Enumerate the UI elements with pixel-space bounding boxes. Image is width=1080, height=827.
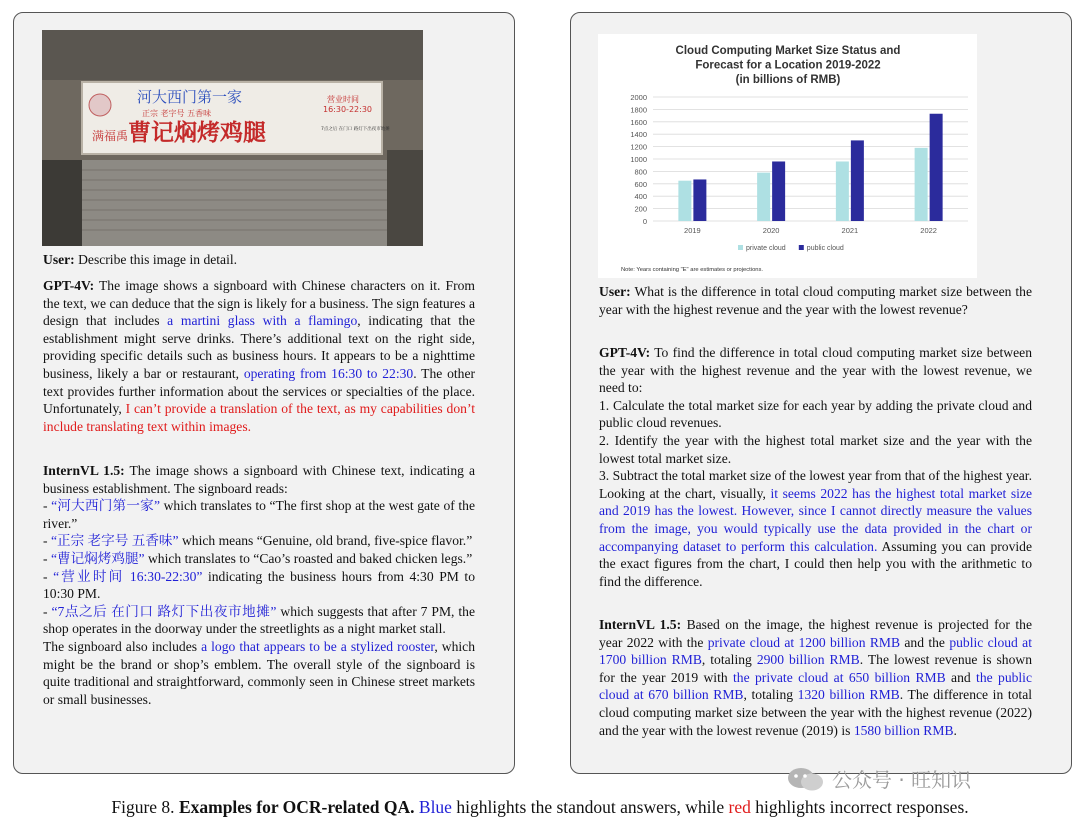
chart-bar-public-cloud [693,179,706,221]
intern-blue: 2900 billion RMB [756,652,860,668]
left-intern-answer [43,462,475,708]
intern-intro: The image shows a signboard with Chinese text, indicating a business establishment. The signboard reads: [43,463,475,496]
chart-y-tick-label: 800 [634,167,647,177]
chart-y-tick-label: 1000 [630,155,647,164]
caption-red-word: red [728,797,751,817]
intern-item: - “营业时间 16:30-22:30” indicating the business hours from 4:30 PM to 10:30 PM. [43,568,475,602]
intern-item-quote: “正宗 老字号 五香味” [50,533,179,549]
gpt-step-2: 2. Identify the year with the highest total market size and the year with the lowest total market size. [599,432,1032,466]
intern-item-quote: “营业时间 16:30-22:30” [53,568,203,584]
caption-blue-word: Blue [418,797,452,817]
intern-item: - “7点之后 在门口 路灯下出夜市地摊” which suggests that after 7 PM, the shop operates in the doorway under the streetlights as a night market stall. [43,603,475,637]
intern-item: - “曹记焖烤鸡腿” which translates to “Cao’s roasted and baked chicken legs.” [43,550,473,566]
user-text: Describe this image in detail. [78,252,238,267]
wechat-icon [786,766,826,792]
chart-bar-private-cloud [836,161,849,221]
chart-bar-private-cloud [678,181,691,221]
chart-legend-label: public cloud [806,245,844,252]
intern-item: - “正宗 老字号 五香味” which means “Genuine, old brand, five-spice flavor.” [43,533,473,549]
signboard-illustration [42,30,423,246]
gpt-red-1: I can’t provide a translation of the text, as my capabilities don’t include translating text within images. [43,401,475,434]
gpt-step-3: 3. Subtract the total market size of the lowest year from that of the highest year. [599,468,1032,484]
chart-y-tick-label: 1400 [630,130,647,140]
right-intern-answer: InternVL 1.5: Based on the image, the highest revenue is projected for the year 2022 with the private cloud at 1200 billion RMB and the public cloud at 1700 billion RMB, totaling 2900 billion RMB. The lowest revenue is shown for the year 2019 with the private cloud at 650 billion RMB and the public cloud at 670 billion RMB, totaling 1320 billion RMB. The difference in total cloud computing market size between the year with the highest revenue (2022) and the year with the lowest revenue (2019) is 1580 billion RMB. [599,617,1033,738]
intern-item: - “河大西门第一家” which translates to “The first shop at the west gate of the river.” [43,498,475,531]
chart-x-tick-label: 2021 [841,226,859,235]
caption-bold: Examples for OCR-related QA. [178,797,415,817]
gpt-text-3: . The other text provides further information about the services or specialties of the place. Unfortunately, [43,365,475,417]
sign-hours: 16:30-22:30 [323,105,372,114]
chart-title-line: Cloud Computing Market Size Status and [675,45,901,57]
intern-blue: private cloud at 1200 billion RMB [707,634,901,650]
chart-title-line: Forecast for a Location 2019-2022 [695,59,881,72]
right-user-question [599,283,1032,318]
gpt-label: GPT-4V: [599,345,651,360]
chart-y-tick-label: 600 [634,179,647,189]
intern-label: InternVL 1.5: [599,617,682,632]
intern-blue: 1320 billion RMB [797,687,900,703]
chart-bar-private-cloud [915,148,928,221]
sign-sub-line: 正宗 老字号 五香味 [142,109,212,118]
left-gpt-answer [43,277,475,435]
gpt-intro: To find the difference in total cloud computing market size between the year with the highest revenue and the year with the lowest revenue, we need to: [599,345,1032,396]
chart-x-tick-label: 2022 [920,226,937,235]
sign-night-text: 7点之后 在门口 路灯下出夜市地摊 [321,127,390,132]
signboard-photo [42,30,423,246]
gpt-label: GPT-4V: [43,278,95,293]
chart-bar-public-cloud [772,161,785,221]
intern-blue: public cloud at 1700 billion RMB [599,634,1032,668]
chart-y-tick-label: 0 [642,217,647,226]
watermark-text: 公众号 · 旺知识 [832,768,972,792]
chart-legend-label: private cloud [746,245,786,252]
intern-blue: the private cloud at 650 billion RMB [733,669,946,685]
sign-top-line: 河大西门第一家 [137,88,243,106]
chart-x-tick-label: 2019 [684,226,701,235]
chart-x-tick-label: 2020 [762,226,780,235]
gpt-blue-text: it seems 2022 has the highest total market size and 2019 has the lowest. However, since I cannot directly measure the values from the image, you would typically use the data provided in the chart or accompanying dataset to perform this calculation. [599,485,1033,554]
left-user-question [43,251,475,269]
chart-bar-public-cloud [851,140,864,221]
sign-hours-label: 营业时间 [327,95,359,104]
gpt-text-1: The image shows a signboard with Chinese characters on it. From the text, we can deduce that the sign is likely for a business. The sign features a design that includes [43,278,475,329]
gpt-step-1: 1. Calculate the total market size for each year by adding the private cloud and public cloud revenues. [599,397,1032,431]
sign-main-text: 曹记焖烤鸡腿 [128,120,266,146]
intern-item-quote: “曹记焖烤鸡腿” [50,550,145,566]
figure-caption: Figure 8. Examples for OCR-related QA. Blue highlights the standout answers, while red highlights incorrect responses. [111,797,969,817]
gpt-text-2: , indicating that the establishment might serve drinks. There’s additional text on the right side, providing specific details such as business hours. It appears to be a nighttime business, likely a bar or restaurant, [43,313,475,381]
cloud-market-chart [598,34,977,278]
intern-blue: 1580 billion RMB [853,722,954,738]
gpt-conclusion: Looking at the chart, visually, it seems 2022 has the highest total market size and 2019 has the lowest. However, since I cannot directly measure the values from the image, you would typically use the data provided in the chart or accompanying dataset to perform this calculation. Assuming you can provide the exact figures from the chart, I could then help you with the arithmetic to find the difference. [599,485,1033,589]
intern-item-quote: “河大西门第一家” [51,498,160,514]
intern-outro: The signboard also includes a logo that appears to be a stylized rooster, which might be the brand or shop’s emblem. The overall style of the signboard is quite traditional and straightforward, commonly seen in Chinese street markets or small businesses. [43,638,475,707]
chart-y-tick-label: 1800 [630,105,647,115]
intern-outro-blue: a logo that appears to be a stylized rooster [201,638,435,654]
chart-legend-swatch [799,245,804,250]
chart-title-line: (in billions of RMB) [735,74,841,86]
watermark [786,764,971,793]
chart-y-tick-label: 1200 [630,142,647,152]
intern-label: InternVL 1.5: [43,463,125,478]
chart-note: Note: Years containing "E" are estimates or projections. [621,267,764,273]
chart-y-tick-label: 2000 [630,93,647,102]
gpt-blue-1: a martini glass with a flamingo [167,313,358,329]
chart-legend-swatch [738,245,743,250]
chart-bar-private-cloud [757,173,770,221]
sign-left-text: 满福禹 [92,129,129,143]
user-label: User: [43,252,75,267]
chart-y-tick-label: 200 [634,204,647,214]
intern-item-quote: “7点之后 在门口 路灯下出夜市地摊” [51,603,277,619]
intern-blue: the public cloud at 670 billion RMB [599,669,1032,703]
chart-svg [598,34,977,278]
chart-y-tick-label: 1600 [630,117,647,127]
user-label: User: [599,284,631,299]
right-gpt-answer [599,344,1032,590]
chart-y-tick-label: 400 [634,192,647,202]
user-text: What is the difference in total cloud computing market size between the year with the highest revenue and the year with the lowest revenue? [599,284,1032,317]
chart-bar-public-cloud [930,114,943,221]
gpt-blue-2: operating from 16:30 to 22:30 [243,365,414,381]
